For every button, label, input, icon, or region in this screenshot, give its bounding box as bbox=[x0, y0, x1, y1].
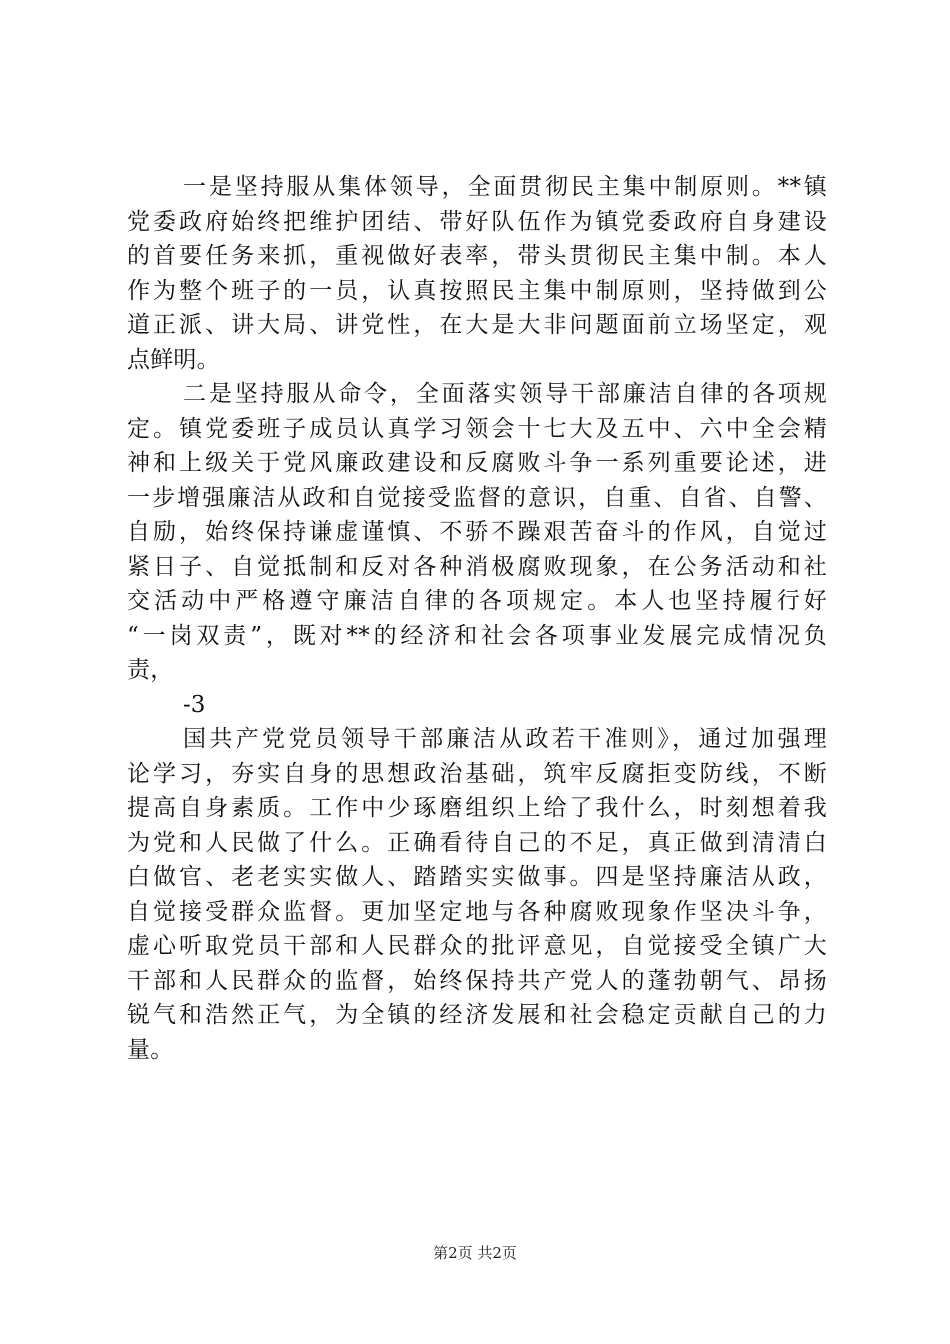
page-footer-label: 第2页 共2页 bbox=[433, 1244, 517, 1262]
text-line: 国共产党党员领导干部廉洁从政若干准则》，通过加强理 bbox=[183, 726, 827, 752]
text-line: 自觉接受群众监督。更加坚定地与各种腐败现象作坚决斗争， bbox=[127, 898, 827, 925]
text-line: 交活动中严格遵守廉洁自律的各项规定。本人也坚持履行好 bbox=[127, 588, 827, 614]
text-line: 干部和人民群众的监督，始终保持共产党人的蓬勃朝气、昂扬 bbox=[127, 967, 827, 994]
text-line: 白做官、老老实实做人、踏踏实实做事。四是坚持廉洁从政， bbox=[127, 864, 827, 890]
paragraph-1 bbox=[127, 170, 827, 377]
paragraph-3 bbox=[127, 722, 827, 1067]
text-line: 二是坚持服从命令，全面落实领导干部廉洁自律的各项规 bbox=[183, 381, 827, 407]
text-line: 道正派、讲大局、讲党性，在大是大非问题面前立场坚定，观 bbox=[127, 312, 827, 338]
text-line: 责， bbox=[127, 657, 174, 683]
text-line: 虚心听取党员干部和人民群众的批评意见，自觉接受全镇广大 bbox=[127, 933, 827, 959]
text-line: 的首要任务来抓，重视做好表率，带头贯彻民主集中制。本人 bbox=[127, 243, 827, 269]
paragraph-2 bbox=[127, 377, 827, 688]
text-line: 点鲜明。 bbox=[127, 346, 220, 373]
text-line: 紧日子、自觉抵制和反对各种消极腐败现象，在公务活动和社 bbox=[127, 553, 827, 580]
text-line: 党委政府始终把维护团结、带好队伍作为镇党委政府自身建设 bbox=[127, 208, 827, 235]
text-line: 定。镇党委班子成员认真学习领会十七大及五中、六中全会精 bbox=[127, 415, 827, 442]
text-line: 为党和人民做了什么。正确看待自己的不足，真正做到清清白 bbox=[127, 829, 827, 856]
text-line: “一岗双责”，既对**的经济和社会各项事业发展完成情况负 bbox=[127, 622, 827, 649]
text-line: 锐气和浩然正气，为全镇的经济发展和社会稳定贡献自己的力 bbox=[127, 1002, 827, 1028]
document-body bbox=[127, 170, 827, 1067]
text-line: 神和上级关于党风廉政建设和反腐败斗争一系列重要论述，进 bbox=[127, 450, 827, 476]
text-line: 提高自身素质。工作中少琢磨组织上给了我什么，时刻想着我 bbox=[127, 795, 827, 821]
text-line: 论学习，夯实自身的思想政治基础，筑牢反腐拒变防线，不断 bbox=[127, 760, 827, 787]
text-line: 一步增强廉洁从政和自觉接受监督的意识，自重、自省、自警、 bbox=[127, 484, 827, 511]
text-line: 一是坚持服从集体领导，全面贯彻民主集中制原则。**镇 bbox=[183, 174, 827, 200]
inline-page-marker: -3 bbox=[183, 691, 206, 718]
text-line: 自励，始终保持谦虚谨慎、不骄不躁艰苦奋斗的作风，自觉过 bbox=[127, 519, 827, 545]
text-line: 作为整个班子的一员，认真按照民主集中制原则，坚持做到公 bbox=[127, 277, 827, 304]
text-line: 量。 bbox=[127, 1036, 174, 1063]
